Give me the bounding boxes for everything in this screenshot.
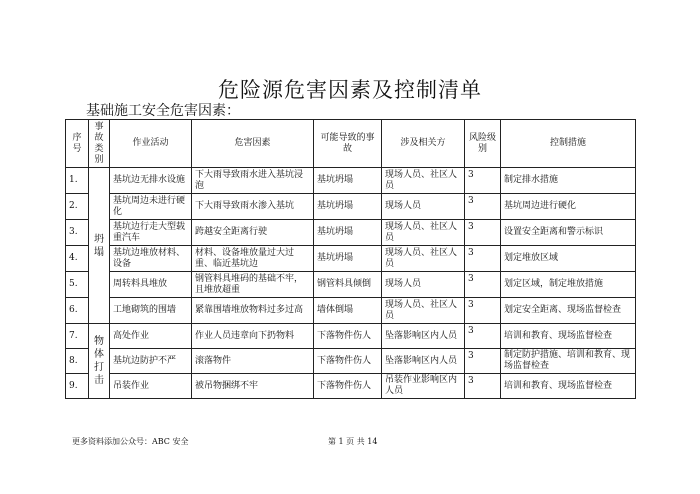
row-activity: 基坑边无排水设施 [110, 168, 192, 194]
row-accident: 基坑坍塌 [314, 246, 382, 272]
header-parties: 涉及相关方 [382, 120, 465, 168]
row-risk: 3 [465, 220, 501, 246]
document-title: 危险源危害因素及控制清单 [218, 78, 482, 102]
row-measures: 划定堆放区域 [501, 246, 636, 272]
row-no: 6. [66, 298, 89, 324]
row-activity: 周转料具堆放 [110, 272, 192, 298]
row-hazard: 紧靠围墙堆放物料过多过高 [192, 298, 314, 324]
row-parties: 现场人员 [382, 194, 465, 220]
table-row [66, 298, 636, 324]
header-measures: 控制措施 [501, 120, 636, 168]
row-activity: 吊装作业 [110, 374, 192, 399]
header-hazard: 危害因素 [192, 120, 314, 168]
row-parties: 现场人员、社区人员 [382, 168, 465, 194]
row-hazard: 被吊物捆绑不牢 [192, 374, 314, 399]
header-accident: 可能导致的事故 [314, 120, 382, 168]
row-hazard: 跨越安全距离行驶 [192, 220, 314, 246]
row-risk: 3 [465, 349, 501, 374]
header-no: 序号 [66, 120, 89, 168]
row-risk: 3 [465, 168, 501, 194]
table-row [66, 246, 636, 272]
row-no: 3. [66, 220, 89, 246]
page-number: 第 1 页 共 14 [328, 437, 378, 446]
hazard-table [65, 119, 636, 399]
row-parties: 坠落影响区内人员 [382, 349, 465, 374]
row-no: 1. [66, 168, 89, 194]
row-parties: 吊装作业影响区内人员 [382, 374, 465, 399]
row-activity: 基坑边防护不严 [110, 349, 192, 374]
table-row [66, 168, 636, 194]
row-measures: 基坑周边进行硬化 [501, 194, 636, 220]
row-measures: 设置安全距离和警示标识 [501, 220, 636, 246]
row-no: 9. [66, 374, 89, 399]
row-measures: 划定区域，制定堆放措施 [501, 272, 636, 298]
row-hazard: 作业人员违章向下扔物料 [192, 324, 314, 349]
table-row [66, 220, 636, 246]
row-no: 4. [66, 246, 89, 272]
header-risk: 风险级别 [465, 120, 501, 168]
footer-note: 更多资料添加公众号：ABC 安全 [72, 437, 189, 446]
table-row [66, 194, 636, 220]
row-hazard: 钢管料具堆码的基础不牢，且堆放超重 [192, 272, 314, 298]
row-hazard: 材料、设备堆放量过大过重、临近基坑边 [192, 246, 314, 272]
row-accident: 基坑坍塌 [314, 220, 382, 246]
section-subtitle: 基础施工安全危害因素： [86, 103, 240, 119]
row-risk: 3 [465, 246, 501, 272]
table-row [66, 324, 636, 349]
row-activity: 高处作业 [110, 324, 192, 349]
row-accident: 下落物件伤人 [314, 349, 382, 374]
category-cell: 坍塌 [89, 168, 110, 324]
row-risk: 3 [465, 374, 501, 399]
row-measures: 制定排水措施 [501, 168, 636, 194]
row-accident: 下落物件伤人 [314, 374, 382, 399]
row-activity: 工地砌筑的围墙 [110, 298, 192, 324]
row-risk: 3 [465, 272, 501, 298]
row-hazard: 滚落物件 [192, 349, 314, 374]
row-parties: 现场人员、社区人员 [382, 246, 465, 272]
row-measures: 划定安全距离、现场监督检查 [501, 298, 636, 324]
row-risk: 3 [465, 324, 501, 349]
row-activity: 基坑边堆放材料、设备 [110, 246, 192, 272]
row-parties: 坠落影响区内人员 [382, 324, 465, 349]
row-hazard: 下大雨导致雨水进入基坑浸泡 [192, 168, 314, 194]
row-accident: 墙体倒塌 [314, 298, 382, 324]
row-accident: 基坑坍塌 [314, 168, 382, 194]
row-risk: 3 [465, 298, 501, 324]
row-accident: 基坑坍塌 [314, 194, 382, 220]
row-no: 8. [66, 349, 89, 374]
row-activity: 基坑周边未进行硬化 [110, 194, 192, 220]
table-row [66, 374, 636, 399]
table-row [66, 349, 636, 374]
row-no: 2. [66, 194, 89, 220]
row-accident: 下落物件伤人 [314, 324, 382, 349]
row-measures: 培训和教育、现场监督检查 [501, 324, 636, 349]
table-row [66, 272, 636, 298]
row-measures: 培训和教育、现场监督检查 [501, 374, 636, 399]
row-risk: 3 [465, 194, 501, 220]
row-hazard: 下大雨导致雨水渗入基坑 [192, 194, 314, 220]
row-no: 5. [66, 272, 89, 298]
row-parties: 现场人员 [382, 272, 465, 298]
header-category: 事故类别 [89, 120, 110, 168]
row-parties: 现场人员、社区人员 [382, 298, 465, 324]
row-accident: 钢管料具倾倒 [314, 272, 382, 298]
table-header-row [66, 120, 636, 168]
row-no: 7. [66, 324, 89, 349]
header-activity: 作业活动 [110, 120, 192, 168]
category-cell: 物体打击 [89, 324, 110, 399]
row-activity: 基坑边行走大型载重汽车 [110, 220, 192, 246]
row-measures: 制定防护措施、培训和教育、现场监督检查 [501, 349, 636, 374]
row-parties: 现场人员、社区人员 [382, 220, 465, 246]
